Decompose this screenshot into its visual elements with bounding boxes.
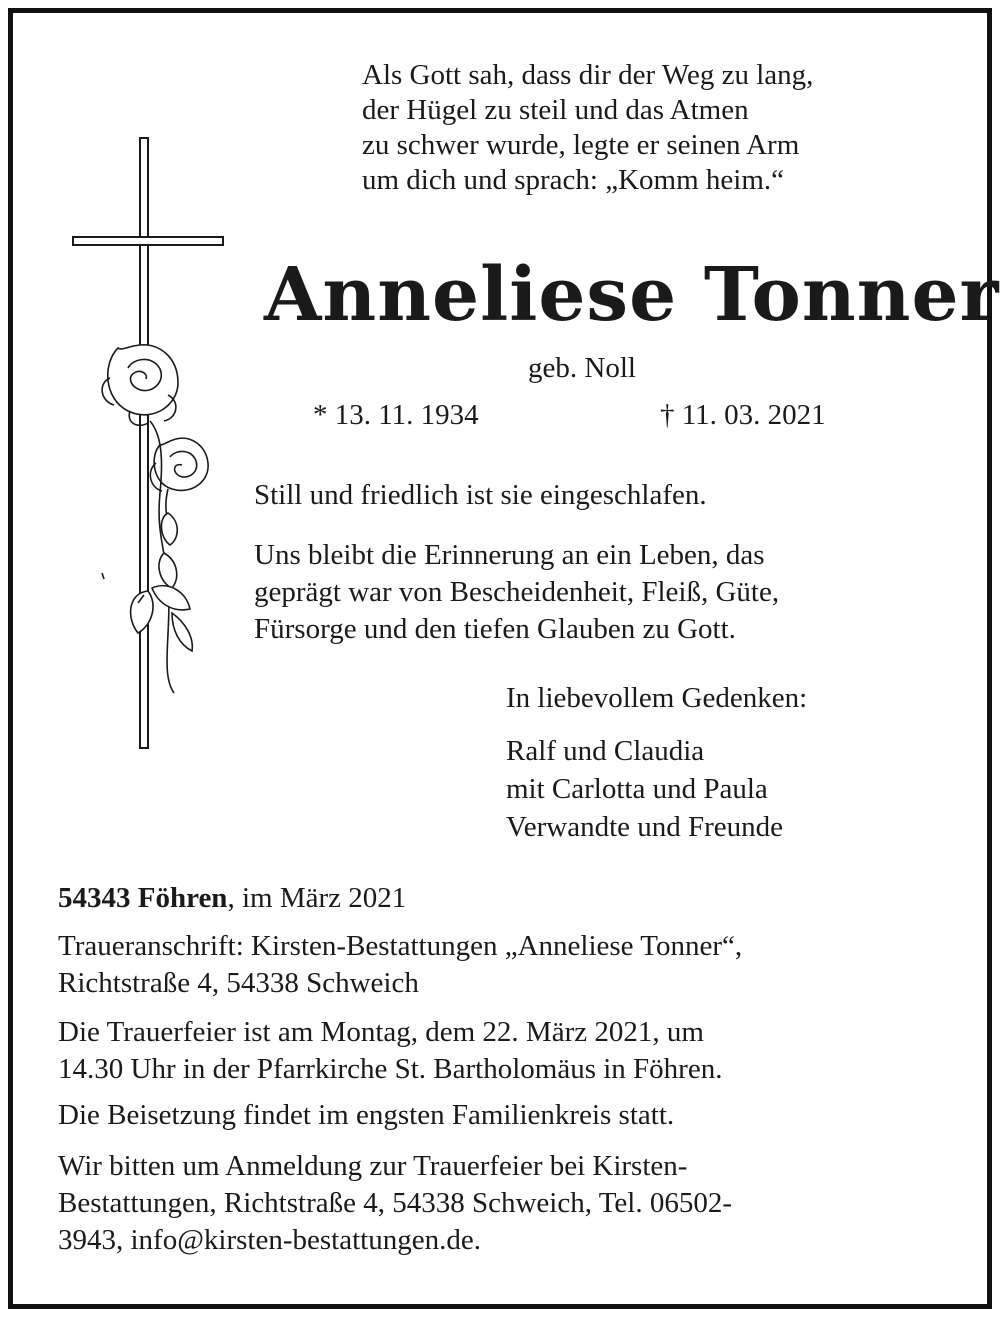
legacy-text [254, 537, 779, 648]
death-date: † 11. 03. 2021 [660, 399, 826, 431]
place-date [58, 880, 406, 916]
legacy-line: Uns bleibt die Erinnerung an ein Leben, das [254, 539, 765, 571]
address-line: Richtstraße 4, 54338 Schweich [58, 967, 419, 999]
poem-line: der Hügel zu steil und das Atmen [362, 94, 749, 126]
registration-line: Bestattungen, Richtstraße 4, 54338 Schweich, Tel. 06502- [58, 1187, 732, 1219]
ceremony-line: 14.30 Uhr in der Pfarrkirche St. Bartholomäus in Föhren. [58, 1053, 723, 1085]
ceremony-info [58, 1014, 722, 1088]
mourning-address [58, 928, 742, 1002]
birth-date: * 13. 11. 1934 [313, 399, 479, 431]
burial-info: Die Beisetzung findet im engsten Familienkreis statt. [58, 1099, 675, 1131]
mourner-line: Ralf und Claudia [506, 735, 705, 767]
poem-line: um dich und sprach: „Komm heim.“ [362, 164, 785, 196]
registration-info [58, 1148, 732, 1259]
poem [362, 58, 813, 198]
registration-line: 3943, info@kirsten-bestattungen.de. [58, 1224, 481, 1256]
mourners-list [506, 732, 783, 846]
place-name: 54343 Föhren [58, 882, 228, 914]
legacy-line: Fürsorge und den tiefen Glauben zu Gott. [254, 613, 736, 645]
poem-line: Als Gott sah, dass dir der Weg zu lang, [362, 59, 814, 91]
mourner-line: mit Carlotta und Paula [506, 773, 768, 805]
address-line: Traueranschrift: Kirsten-Bestattungen „Anneliese Tonner“, [58, 930, 743, 962]
poem-line: zu schwer wurde, legte er seinen Arm [362, 129, 800, 161]
registration-line: Wir bitten um Anmeldung zur Trauerfeier bei Kirsten- [58, 1150, 688, 1182]
place-date-rest: , im März 2021 [227, 882, 407, 914]
legacy-line: geprägt war von Bescheidenheit, Fleiß, Güte, [254, 576, 780, 608]
mourner-line: Verwandte und Freunde [506, 811, 784, 843]
memory-heading: In liebevollem Gedenken: [506, 682, 808, 714]
maiden-name: geb. Noll [528, 352, 636, 384]
deceased-name: Anneliese Tonner [264, 252, 1000, 338]
ceremony-line: Die Trauerfeier ist am Montag, dem 22. März 2021, um [58, 1016, 704, 1048]
peaceful-statement: Still und friedlich ist sie eingeschlafen. [254, 479, 707, 511]
cross-with-roses-icon [68, 133, 228, 753]
